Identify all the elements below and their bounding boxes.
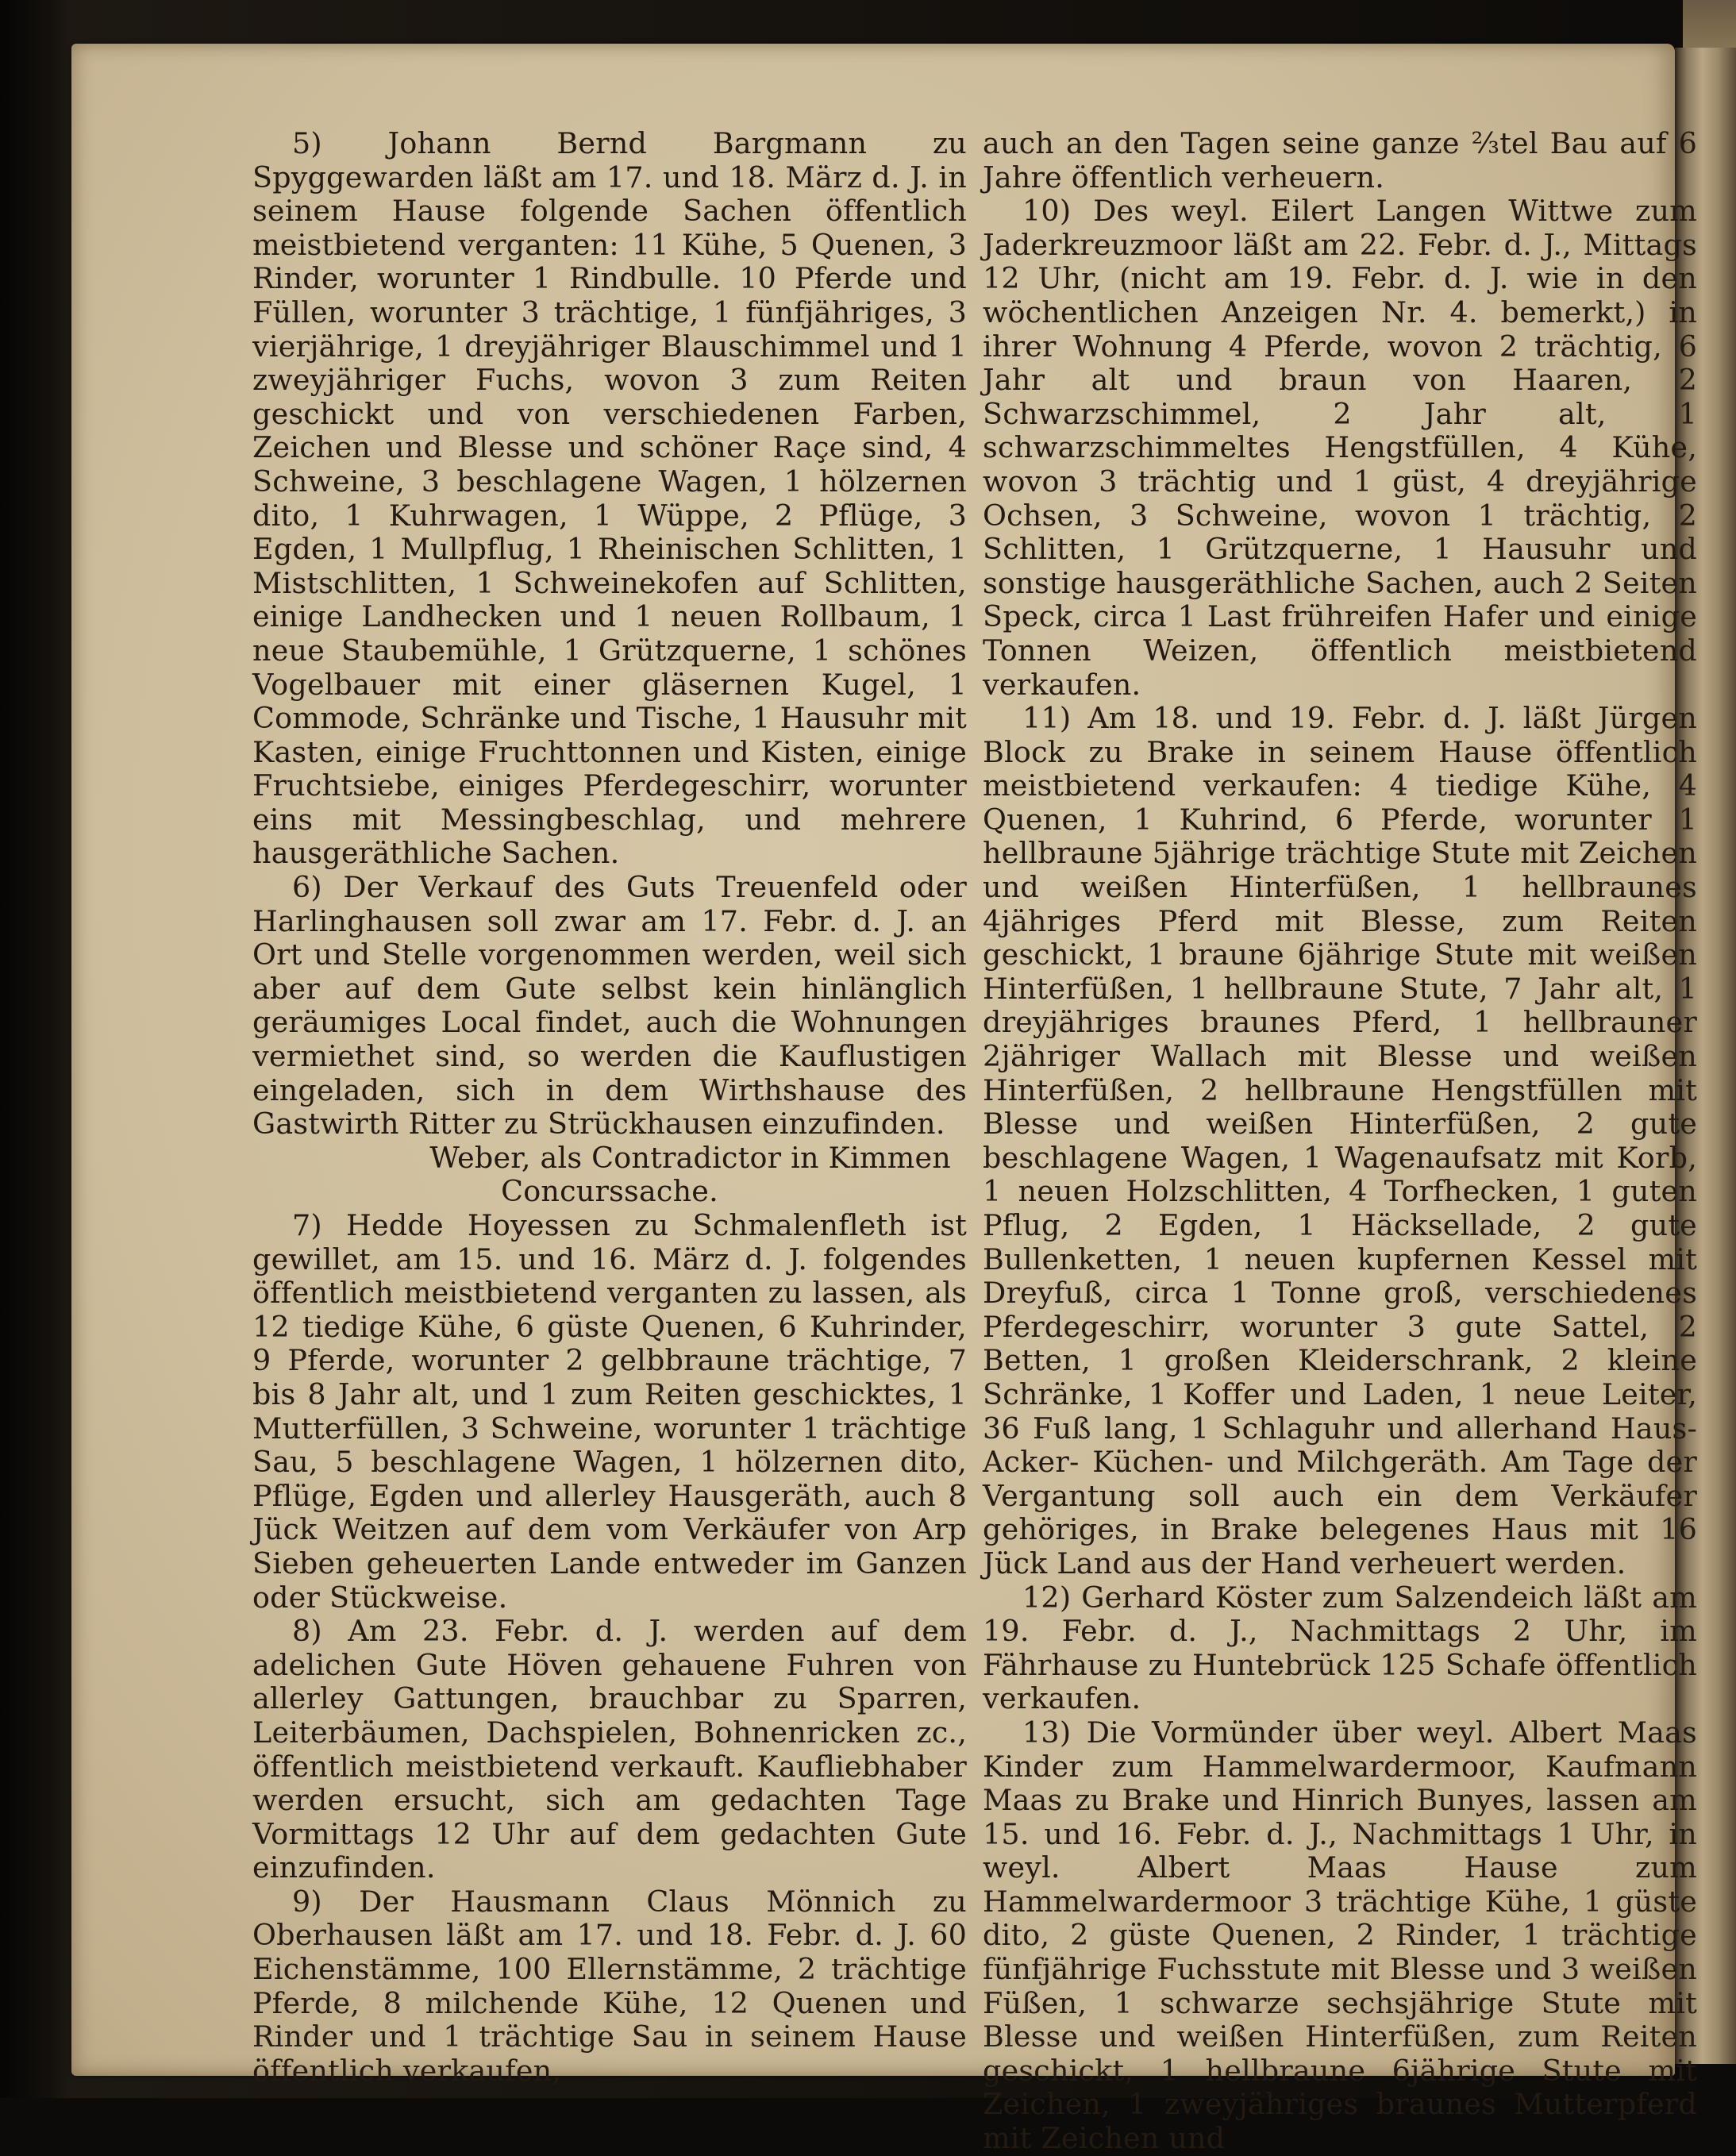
notice-9-continued: auch an den Tagen seine ganze ⅔tel Bau auf 6 Jahre öffentlich verheuern. [983, 126, 1697, 194]
notice-8: 8) Am 23. Febr. d. J. werden auf dem adelichen Gute Höven gehauene Fuhren von allerley Gattungen, brauchbar zu Sparren, Leiterbäumen, Dachspielen, Bohnenricken zc., öffentlich meistbietend verkauft. Kaufliebhaber werden ersucht, sich am gedachten Tage Vormittags 12 Uhr auf dem gedachten Gute einzufinden. [252, 1614, 967, 1885]
notice-6: 6) Der Verkauf des Guts Treuenfeld oder Harlinghausen soll zwar am 17. Febr. d. J. an Ort und Stelle vorgenommen werden, weil sich aber auf dem Gute selbst kein hinlänglich geräumiges Local findet, auch die Wohnungen vermiethet sind, so werden die Kauflustigen eingeladen, sich in dem Wirthshause des Gastwirth Ritter zu Strückhausen einzufinden. [252, 870, 967, 1142]
notice-5: 5) Johann Bernd Bargmann zu Spyggewarden läßt am 17. und 18. März d. J. in seinem Hause folgende Sachen öffentlich meistbietend verganten: 11 Kühe, 5 Quenen, 3 Rinder, worunter 1 Rindbulle. 10 Pferde und Füllen, worunter 3 trächtige, 1 fünfjähriges, 3 vierjährige, 1 dreyjähriger Blauschimmel und 1 zweyjähriger Fuchs, wovon 3 zum Reiten geschickt und von verschiedenen Farben, Zeichen und Blesse und schöner Raçe sind, 4 Schweine, 3 beschlagene Wagen, 1 hölzernen dito, 1 Kuhrwagen, 1 Wüppe, 2 Pflüge, 3 Egden, 1 Mullpflug, 1 Rheinischen Schlitten, 1 Mistschlitten, 1 Schweinekofen auf Schlitten, einige Landhecken und 1 neuen Rollbaum, 1 neue Staubemühle, 1 Grützquerne, 1 schönes Vogelbauer mit einer gläsernen Kugel, 1 Commode, Schränke und Tische, 1 Hausuhr mit Kasten, einige Fruchttonnen und Kisten, einige Fruchtsiebe, einiges Pferdegeschirr, worunter eins mit Messingbeschlag, und mehrere hausgeräthliche Sachen. [252, 126, 967, 871]
notice-6-signature: Weber, als Contradictor in Kimmen [429, 1140, 951, 1175]
right-column [983, 127, 1697, 2156]
notice-7: 7) Hedde Hoyessen zu Schmalenfleth ist gewillet, am 15. und 16. März d. J. folgendes öffentlich meistbietend verganten zu lassen, als 12 tiedige Kühe, 6 güste Quenen, 6 Kuhrinder, 9 Pferde, worunter 2 gelbbraune trächtige, 7 bis 8 Jahr alt, und 1 zum Reiten geschicktes, 1 Mutterfüllen, 3 Schweine, worunter 1 trächtige Sau, 5 beschlagene Wagen, 1 hölzernen dito, Pflüge, Egden und allerley Hausgeräth, auch 8 Jück Weitzen auf dem vom Verkäufer von Arp Sieben geheuerten Lande entweder im Ganzen oder Stückweise. [252, 1208, 967, 1615]
notice-11: 11) Am 18. und 19. Febr. d. J. läßt Jürgen Block zu Brake in seinem Hause öffentlich meistbietend verkaufen: 4 tiedige Kühe, 4 Quenen, 1 Kuhrind, 6 Pferde, worunter 1 hellbraune 5jährige trächtige Stute mit Zeichen und weißen Hinterfüßen, 1 hellbraunes 4jähriges Pferd mit Blesse, zum Reiten geschickt, 1 braune 6jährige Stute mit weißen Hinterfüßen, 1 hellbraune Stute, 7 Jahr alt, 1 dreyjähriges braunes Pferd, 1 hellbrauner 2jähriger Wallach mit Blesse und weißen Hinterfüßen, 2 hellbraune Hengstfüllen mit Blesse und weißen Hinterfüßen, 2 gute beschlagene Wagen, 1 Wagenaufsatz mit Korb, 1 neuen Holzschlitten, 4 Torfhecken, 1 guten Pflug, 2 Egden, 1 Häcksellade, 2 gute Bullenketten, 1 neuen kupfernen Kessel mit Dreyfuß, circa 1 Tonne groß, verschiedenes Pferdegeschirr, worunter 3 gute Sattel, 2 Betten, 1 großen Kleiderschrank, 2 kleine Schränke, 1 Koffer und Laden, 1 neue Leiter, 36 Fuß lang, 1 Schlaguhr und allerhand Haus- Acker- Küchen- und Milchgeräth. Am Tage der Vergantung soll auch ein dem Verkäufer gehöriges, in Brake belegenes Haus mit 16 Jück Land aus der Hand verheuert werden. [983, 701, 1697, 1580]
notice-6-case: Concurssache. [501, 1174, 718, 1209]
notice-13: 13) Die Vormünder über weyl. Albert Maas Kinder zum Hammelwardermoor, Kaufmann Maas zu Brake und Hinrich Bunyes, lassen am 15. und 16. Febr. d. J., Nachmittags 1 Uhr, in weyl. Albert Maas Hause zum Hammelwardermoor 3 trächtige Kühe, 1 güste dito, 2 güste Quenen, 2 Rinder, 1 trächtige fünfjährige Fuchsstute mit Blesse und 3 weißen Füßen, 1 schwarze sechsjährige Stute mit Blesse und weißen Hinterfüßen, zum Reiten geschickt, 1 hellbraune 6jährige Stute mit Zeichen, 1 zweyjähriges braunes Mutterpferd mit Zeichen und [983, 1715, 1697, 2156]
notice-10: 10) Des weyl. Eilert Langen Wittwe zum Jaderkreuzmoor läßt am 22. Febr. d. J., Mittags 12 Uhr, (nicht am 19. Febr. d. J. wie in den wöchentlichen Anzeigen Nr. 4. bemerkt,) in ihrer Wohnung 4 Pferde, wovon 2 trächtig, 6 Jahr alt und braun von Haaren, 2 Schwarzschimmel, 2 Jahr alt, 1 schwarzschimmeltes Hengstfüllen, 4 Kühe, wovon 3 trächtig und 1 güst, 4 dreyjährige Ochsen, 3 Schweine, wovon 1 trächtig, 2 Schlitten, 1 Grützquerne, 1 Hausuhr und sonstige hausgeräthliche Sachen, auch 2 Seiten Speck, circa 1 Last frühreifen Hafer und einige Tonnen Weizen, öffentlich meistbietend verkaufen. [983, 194, 1697, 702]
notice-12: 12) Gerhard Köster zum Salzendeich läßt am 19. Febr. d. J., Nachmittags 2 Uhr, im Fährhause zu Huntebrück 125 Schafe öffentlich verkaufen. [983, 1580, 1697, 1716]
notice-9: 9) Der Hausmann Claus Mönnich zu Oberhausen läßt am 17. und 18. Febr. d. J. 60 Eichenstämme, 100 Ellernstämme, 2 trächtige Pferde, 8 milchende Kühe, 12 Quenen und Rinder und 1 trächtige Sau in seinem Hause öffentlich verkaufen, [252, 1884, 967, 2088]
left-column [252, 127, 967, 2088]
